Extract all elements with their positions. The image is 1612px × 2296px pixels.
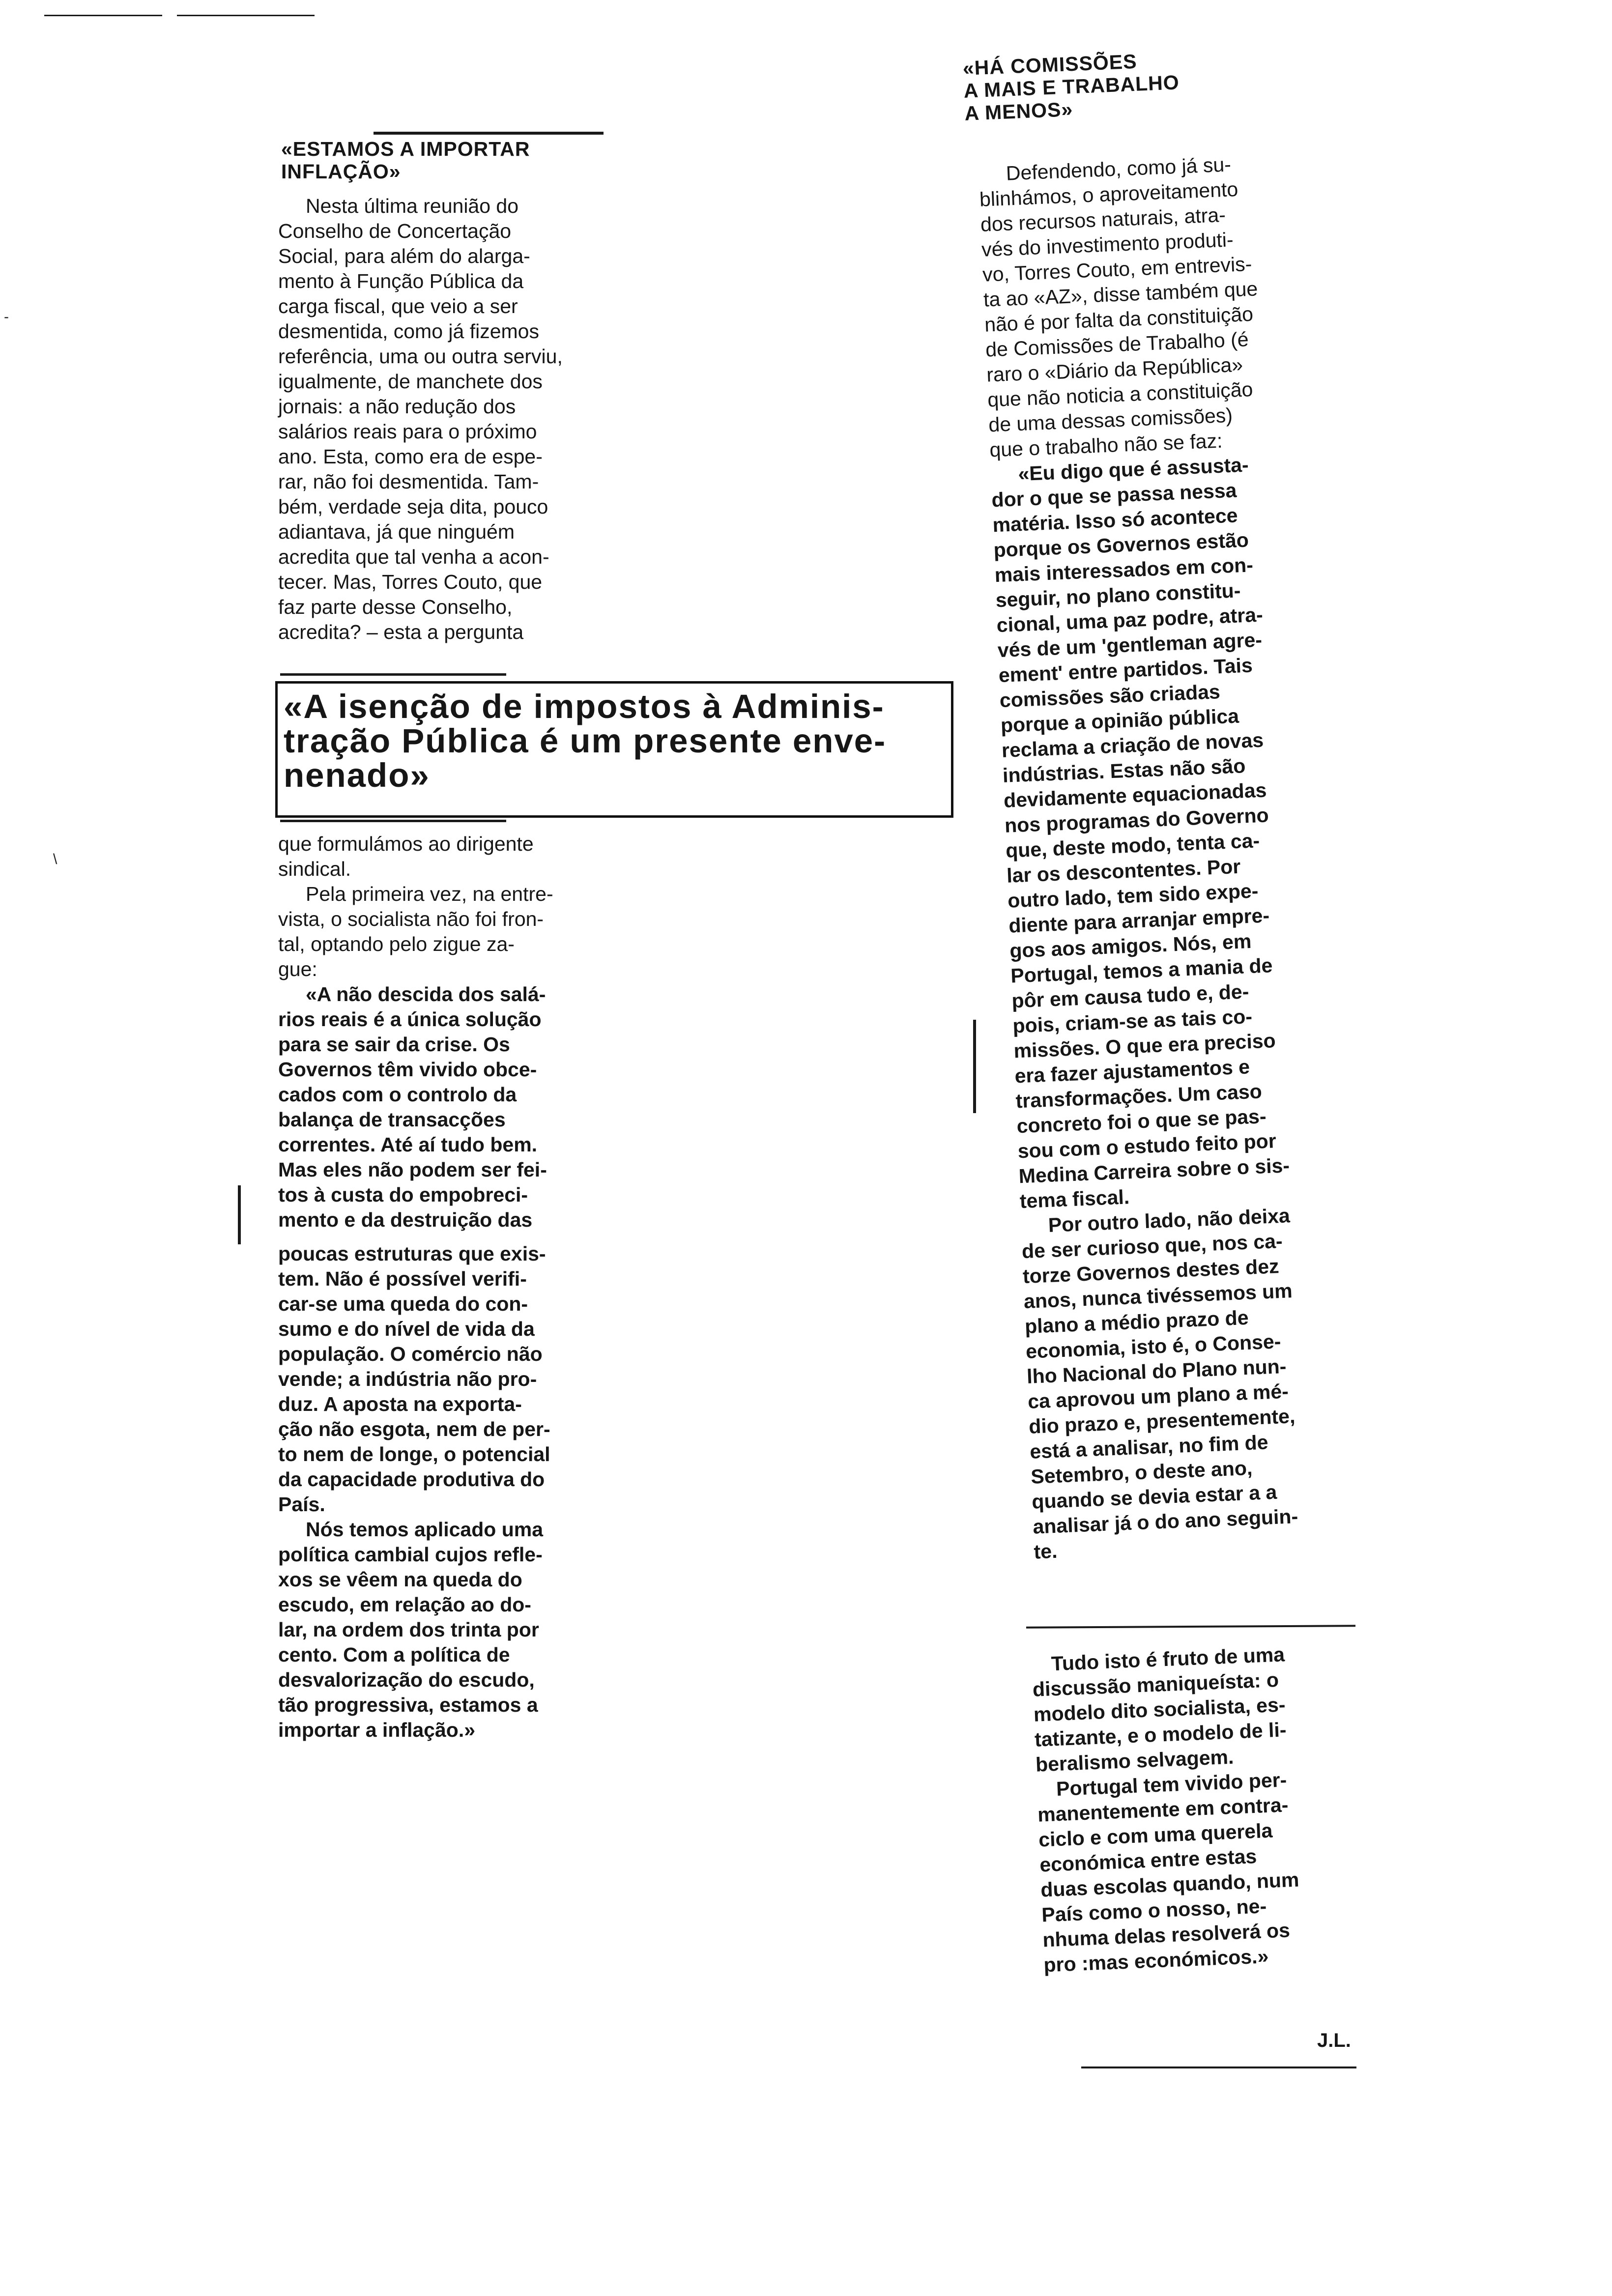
text-line: Medina Carreira sobre o sis- [1018, 1154, 1290, 1188]
text-line: para se sair da crise. Os [278, 1033, 510, 1056]
text-line: salários reais para o próximo [278, 420, 537, 443]
left-headline-line: INFLAÇÃO» [281, 160, 401, 183]
text-line: económica entre estas [1039, 1844, 1258, 1876]
right-headline-line: A MAIS E TRABALHO [963, 71, 1180, 102]
text-line: tos à custa do empobreci- [278, 1183, 528, 1206]
text-line: manentemente em contra- [1037, 1793, 1289, 1826]
text-line: nos programas do Governo [1004, 804, 1269, 837]
text-line: da capacidade produtiva do [278, 1468, 545, 1491]
text-line: devidamente equacionadas [1003, 778, 1267, 812]
text-line: porque os Governos estão [993, 528, 1249, 562]
text-line: rios reais é a única solução [278, 1008, 542, 1031]
pull-quote-line: «A isenção de impostos à Adminis- [284, 688, 885, 725]
text-line: população. O comércio não [278, 1343, 543, 1365]
text-line: de Comissões de Trabalho (é [985, 328, 1249, 361]
text-line: comissões são criadas [999, 680, 1221, 712]
scan-artifact-line [177, 15, 315, 16]
text-line: sumo e do nível de vida da [278, 1318, 535, 1340]
text-line: de ser curioso que, nos ca- [1021, 1229, 1283, 1263]
text-line: Defendendo, como já su- [1006, 153, 1232, 185]
text-line: ciclo e com uma querela [1038, 1819, 1273, 1851]
text-line: lar, na ordem dos trinta por [278, 1618, 539, 1641]
text-line: matéria. Isso só acontece [992, 504, 1238, 537]
text-line: escudo, em relação ao do- [278, 1593, 531, 1616]
margin-mark [973, 1020, 976, 1113]
right-headline-line: «HÁ COMISSÕES [962, 50, 1138, 80]
text-line: sou com o estudo feito por [1017, 1129, 1277, 1163]
pull-quote-box [275, 681, 953, 818]
text-line: discussão maniqueísta: o [1032, 1668, 1279, 1701]
right-headline-line: A MENOS» [964, 98, 1074, 125]
text-line: Conselho de Concertação [278, 220, 512, 242]
left-headline-rule [374, 132, 604, 135]
text-line: xos se vêem na queda do [278, 1568, 522, 1591]
text-line: Social, para além do alarga- [278, 245, 530, 267]
text-line: vés de um 'gentleman agre- [997, 628, 1263, 662]
right-headline [962, 43, 1309, 125]
text-line: porque a opinião pública [1000, 704, 1239, 737]
text-line: tão progressiva, estamos a [278, 1693, 538, 1716]
left-headline-line: «ESTAMOS A IMPORTAR [281, 138, 530, 160]
text-line: plano a médio prazo de [1024, 1306, 1249, 1338]
text-line: beralismo selvagem. [1035, 1745, 1235, 1776]
text-line: quando se devia estar a a [1031, 1480, 1278, 1513]
text-line: igualmente, de manchete dos [278, 370, 543, 393]
section-divider-rule [1026, 1625, 1355, 1629]
text-line: que não noticia a constituição [987, 377, 1254, 411]
pull-quote-line: nenado» [284, 756, 430, 794]
left-headline [281, 138, 615, 183]
right-closing-paragraph [1031, 1639, 1378, 1978]
right-intro-paragraph [978, 146, 1422, 1564]
left-quote [278, 982, 617, 1743]
text-line: concreto foi o que se pas- [1016, 1105, 1267, 1138]
text-line: tem. Não é possível verifi- [278, 1267, 527, 1290]
text-line: vista, o socialista não foi fron- [278, 908, 544, 930]
text-line: seguir, no plano constitu- [995, 579, 1241, 612]
text-line: blinhámos, o aproveitamento [979, 177, 1239, 211]
text-line: vende; a indústria não pro- [278, 1368, 537, 1390]
scan-artifact-line [44, 15, 162, 16]
text-line: ano. Esta, como era de espe- [278, 445, 543, 468]
text-line: acredita? – esta a pergunta [278, 621, 524, 643]
text-line: nhuma delas resolverá os [1042, 1919, 1291, 1952]
text-line: era fazer ajustamentos e [1014, 1055, 1250, 1088]
text-line: mais interessados em con- [994, 553, 1254, 587]
text-line: adiantava, já que ninguém [278, 520, 515, 543]
text-line: duz. A aposta na exporta- [278, 1393, 522, 1415]
text-line: Mas eles não podem ser fei- [278, 1158, 547, 1181]
text-line: reclama a criação de novas [1001, 728, 1264, 762]
text-line: Governos têm vivido obce- [278, 1058, 537, 1081]
text-line: to nem de longe, o potencial [278, 1443, 550, 1465]
text-line: cados com o controlo da [278, 1083, 517, 1106]
text-line: tema fiscal. [1019, 1185, 1130, 1213]
pull-quote-line: tração Pública é um presente enve- [284, 722, 887, 760]
text-line: pois, criam-se as tais co- [1012, 1005, 1253, 1037]
text-line: diente para arranjar empre- [1008, 904, 1270, 937]
text-line: Nós temos aplicado uma [306, 1518, 544, 1541]
text-line: tecer. Mas, Torres Couto, que [278, 571, 543, 593]
text-line: poucas estruturas que exis- [278, 1242, 546, 1265]
text-line: raro o «Diário da República» [986, 353, 1243, 386]
text-line: desvalorização do escudo, [278, 1668, 535, 1691]
text-line: que o trabalho não se faz: [989, 429, 1223, 461]
text-line: acredita que tal venha a acon- [278, 545, 549, 568]
text-line: Setembro, o deste ano, [1030, 1456, 1253, 1488]
text-line: pro :mas económicos.» [1043, 1945, 1269, 1977]
text-line: Pela primeira vez, na entre- [306, 883, 553, 905]
text-line: outro lado, tem sido expe- [1007, 879, 1259, 912]
text-line: analisar já o do ano seguin- [1032, 1505, 1298, 1538]
pull-quote-top-rule [280, 673, 506, 676]
text-line: dio prazo e, presentemente, [1028, 1405, 1296, 1438]
text-line: «Eu digo que é assusta- [1017, 453, 1249, 486]
text-line: ta ao «AZ», disse também que [983, 277, 1259, 311]
text-line: Por outro lado, não deixa [1047, 1204, 1291, 1236]
text-line: economia, isto é, o Conse- [1025, 1330, 1282, 1363]
text-line: anos, nunca tivéssemos um [1023, 1279, 1293, 1313]
text-line: lar os descontentes. Por [1006, 855, 1241, 887]
text-line: que, deste modo, tenta ca- [1005, 829, 1260, 862]
text-line: País como o nosso, ne- [1041, 1894, 1267, 1926]
text-line: de uma dessas comissões) [988, 403, 1233, 436]
text-line: País. [278, 1493, 325, 1516]
text-line: Portugal, temos a mania de [1010, 954, 1273, 987]
text-line: faz parte desse Conselho, [278, 596, 513, 618]
text-line: ca aprovou um plano a mé- [1027, 1379, 1289, 1413]
text-line: te. [1033, 1539, 1058, 1563]
text-line: que formulámos ao dirigente [278, 832, 534, 855]
text-line: não é por falta da constituição [984, 302, 1254, 336]
text-line: sindical. [278, 858, 351, 880]
left-continuation [278, 832, 617, 1743]
text-line: mento à Função Pública da [278, 270, 524, 292]
text-line: balança de transacções [278, 1108, 506, 1131]
text-line: política cambial cujos refle- [278, 1543, 543, 1566]
author-signature: J.L. [1317, 2030, 1351, 2051]
text-line: mento e da destruição das [278, 1208, 533, 1231]
margin-mark [238, 1185, 241, 1244]
text-line: desmentida, como já fizemos [278, 320, 539, 343]
scan-speck: \ [53, 851, 58, 867]
text-line: cional, uma paz podre, atra- [996, 603, 1264, 637]
text-line: dos recursos naturais, atra- [980, 203, 1226, 236]
text-line: duas escolas quando, num [1040, 1868, 1300, 1901]
text-line: referência, uma ou outra serviu, [278, 345, 563, 368]
text-line: indústrias. Estas não são [1002, 754, 1246, 787]
text-line: Tudo isto é fruto de uma [1051, 1643, 1285, 1675]
text-line: importar a inflação.» [278, 1719, 476, 1741]
pull-quote-text [284, 689, 952, 793]
pull-quote-bottom-rule [280, 820, 506, 822]
text-line: está a analisar, no fim de [1029, 1431, 1269, 1463]
text-line: cento. Com a política de [278, 1643, 510, 1666]
text-line: transformações. Um caso [1015, 1080, 1263, 1113]
bottom-rule [1081, 2066, 1356, 2068]
text-line: dor o que se passa nessa [991, 479, 1238, 512]
text-line: missões. O que era preciso [1013, 1029, 1276, 1062]
text-line: ement' entre partidos. Tais [998, 654, 1253, 687]
text-line: car-se uma queda do con- [278, 1292, 528, 1315]
left-intro-paragraph [278, 194, 617, 645]
text-line: Portugal tem vivido per- [1056, 1768, 1288, 1801]
text-line: rar, não foi desmentida. Tam- [278, 470, 539, 493]
text-line: «A não descida dos salá- [306, 983, 546, 1005]
text-line: torze Governos destes dez [1022, 1255, 1280, 1288]
text-line: Nesta última reunião do [306, 195, 519, 217]
text-line: tatizante, e o modelo de li- [1034, 1718, 1287, 1751]
text-line: jornais: a não redução dos [278, 395, 516, 418]
text-line: pôr em causa tudo e, de- [1011, 980, 1250, 1012]
text-line: modelo dito socialista, es- [1033, 1693, 1286, 1726]
text-line: bém, verdade seja dita, pouco [278, 495, 548, 518]
right-quote [990, 447, 1422, 1565]
scan-speck: - [4, 309, 9, 325]
text-line: gos aos amigos. Nós, em [1009, 929, 1252, 962]
text-line: carga fiscal, que veio a ser [278, 295, 518, 317]
text-line: ção não esgota, nem de per- [278, 1418, 550, 1440]
text-line: tal, optando pelo zigue za- [278, 933, 515, 955]
text-line: vés do investimento produti- [981, 228, 1234, 261]
text-line: correntes. Até aí tudo bem. [278, 1133, 538, 1156]
text-line: gue: [278, 958, 317, 980]
text-line: lho Nacional do Plano nun- [1026, 1354, 1287, 1388]
text-line: vo, Torres Couto, em entrevis- [982, 252, 1253, 286]
